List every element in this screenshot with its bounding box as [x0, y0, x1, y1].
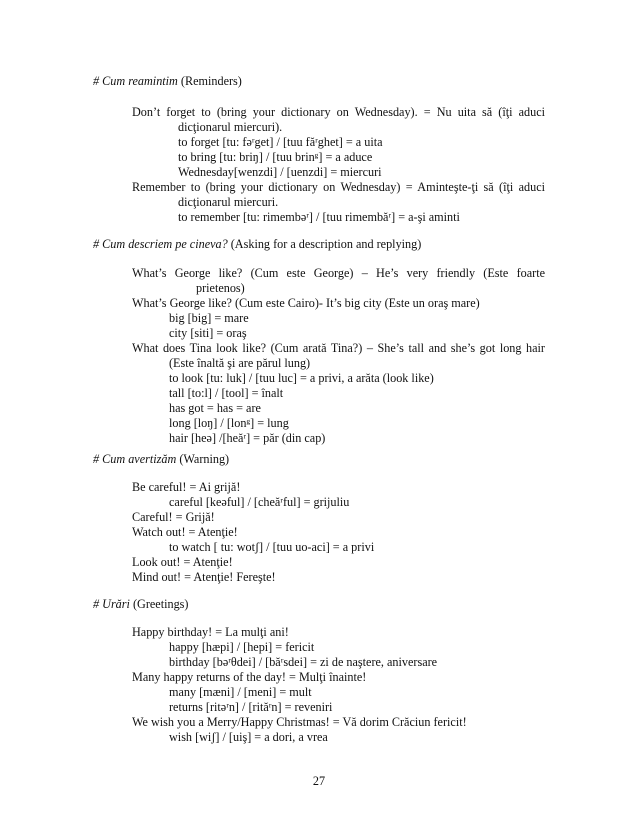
phrase-line: What’s George like? (Cum este George) – He’s very friendly (Este foarte [132, 266, 545, 280]
section-title-reminders: # Cum reamintim (Reminders) [93, 74, 242, 88]
section-title-description: # Cum descriem pe cineva? (Asking for a description and replying) [93, 237, 422, 251]
phrase-line: Mind out! = Atenţie! Fereşte! [132, 570, 276, 584]
vocab-line: city [siti] = oraş [169, 326, 247, 340]
section-title-warning: # Cum avertizăm (Warning) [93, 452, 230, 466]
phrase-line: What’s George like? (Cum este Cairo)- It’s big city (Este un oraş mare) [132, 296, 480, 310]
vocab-line: hair [heə] /[heăʳ] = păr (din cap) [169, 431, 326, 445]
vocab-line: birthday [bəʳθdei] / [băʳsdei] = zi de naştere, aniversare [169, 655, 438, 669]
phrase-line: Careful! = Grijă! [132, 510, 215, 524]
vocab-line: Wednesday[wenzdi] / [uenzdi] = miercuri [178, 165, 382, 179]
phrase-line: We wish you a Merry/Happy Christmas! = Vă dorim Crăciun fericit! [132, 715, 467, 729]
section-title-greetings: # Urări (Greetings) [93, 597, 189, 611]
phrase-continuation: dicţionarul miercuri. [178, 195, 279, 209]
phrase-continuation: prietenos) [196, 281, 245, 295]
vocab-line: returns [ritəʳn] / [rităʳn] = reveniri [169, 700, 333, 714]
phrase-line: What does Tina look like? (Cum arată Tina?) – She’s tall and she’s got long hair [132, 341, 545, 355]
vocab-line: long [loŋ] / [lonᵍ] = lung [169, 416, 289, 430]
vocab-line: to watch [ tu: wotʃ] / [tuu uo-aci] = a privi [169, 540, 375, 554]
phrase-line: Watch out! = Atenţie! [132, 525, 238, 539]
vocab-line: has got = has = are [169, 401, 261, 415]
phrase-line: Look out! = Atenţie! [132, 555, 233, 569]
vocab-line: careful [keəful] / [cheăʳful] = grijuliu [169, 495, 350, 509]
phrase-continuation: (Este înaltă şi are părul lung) [169, 356, 311, 370]
phrase-line: Don’t forget to (bring your dictionary on Wednesday). = Nu uita să (îţi aduci [132, 105, 545, 119]
vocab-line: tall [to:l] / [tool] = înalt [169, 386, 284, 400]
vocab-line: to remember [tu: rimembəʳ] / [tuu rimembăʳ] = a-şi aminti [178, 210, 460, 224]
vocab-line: to look [tu: luk] / [tuu luc] = a privi, a arăta (look like) [169, 371, 434, 385]
phrase-continuation: dicţionarul miercuri). [178, 120, 283, 134]
phrase-line: Remember to (bring your dictionary on Wednesday) = Aminteşte-ţi să (îţi aduci [132, 180, 545, 194]
phrase-line: Be careful! = Ai grijă! [132, 480, 241, 494]
vocab-line: happy [hæpi] / [hepi] = fericit [169, 640, 315, 654]
phrase-line: Happy birthday! = La mulţi ani! [132, 625, 289, 639]
phrase-line: Many happy returns of the day! = Mulţi înainte! [132, 670, 367, 684]
vocab-line: to forget [tu: fəʳget] / [tuu făʳghet] = a uita [178, 135, 383, 149]
vocab-line: wish [wiʃ] / [uiş] = a dori, a vrea [169, 730, 328, 744]
page-number: 27 [312, 774, 326, 788]
vocab-line: many [mæni] / [meni] = mult [169, 685, 312, 699]
vocab-line: to bring [tu: briŋ] / [tuu brinᵍ] = a aduce [178, 150, 373, 164]
vocab-line: big [big] = mare [169, 311, 249, 325]
